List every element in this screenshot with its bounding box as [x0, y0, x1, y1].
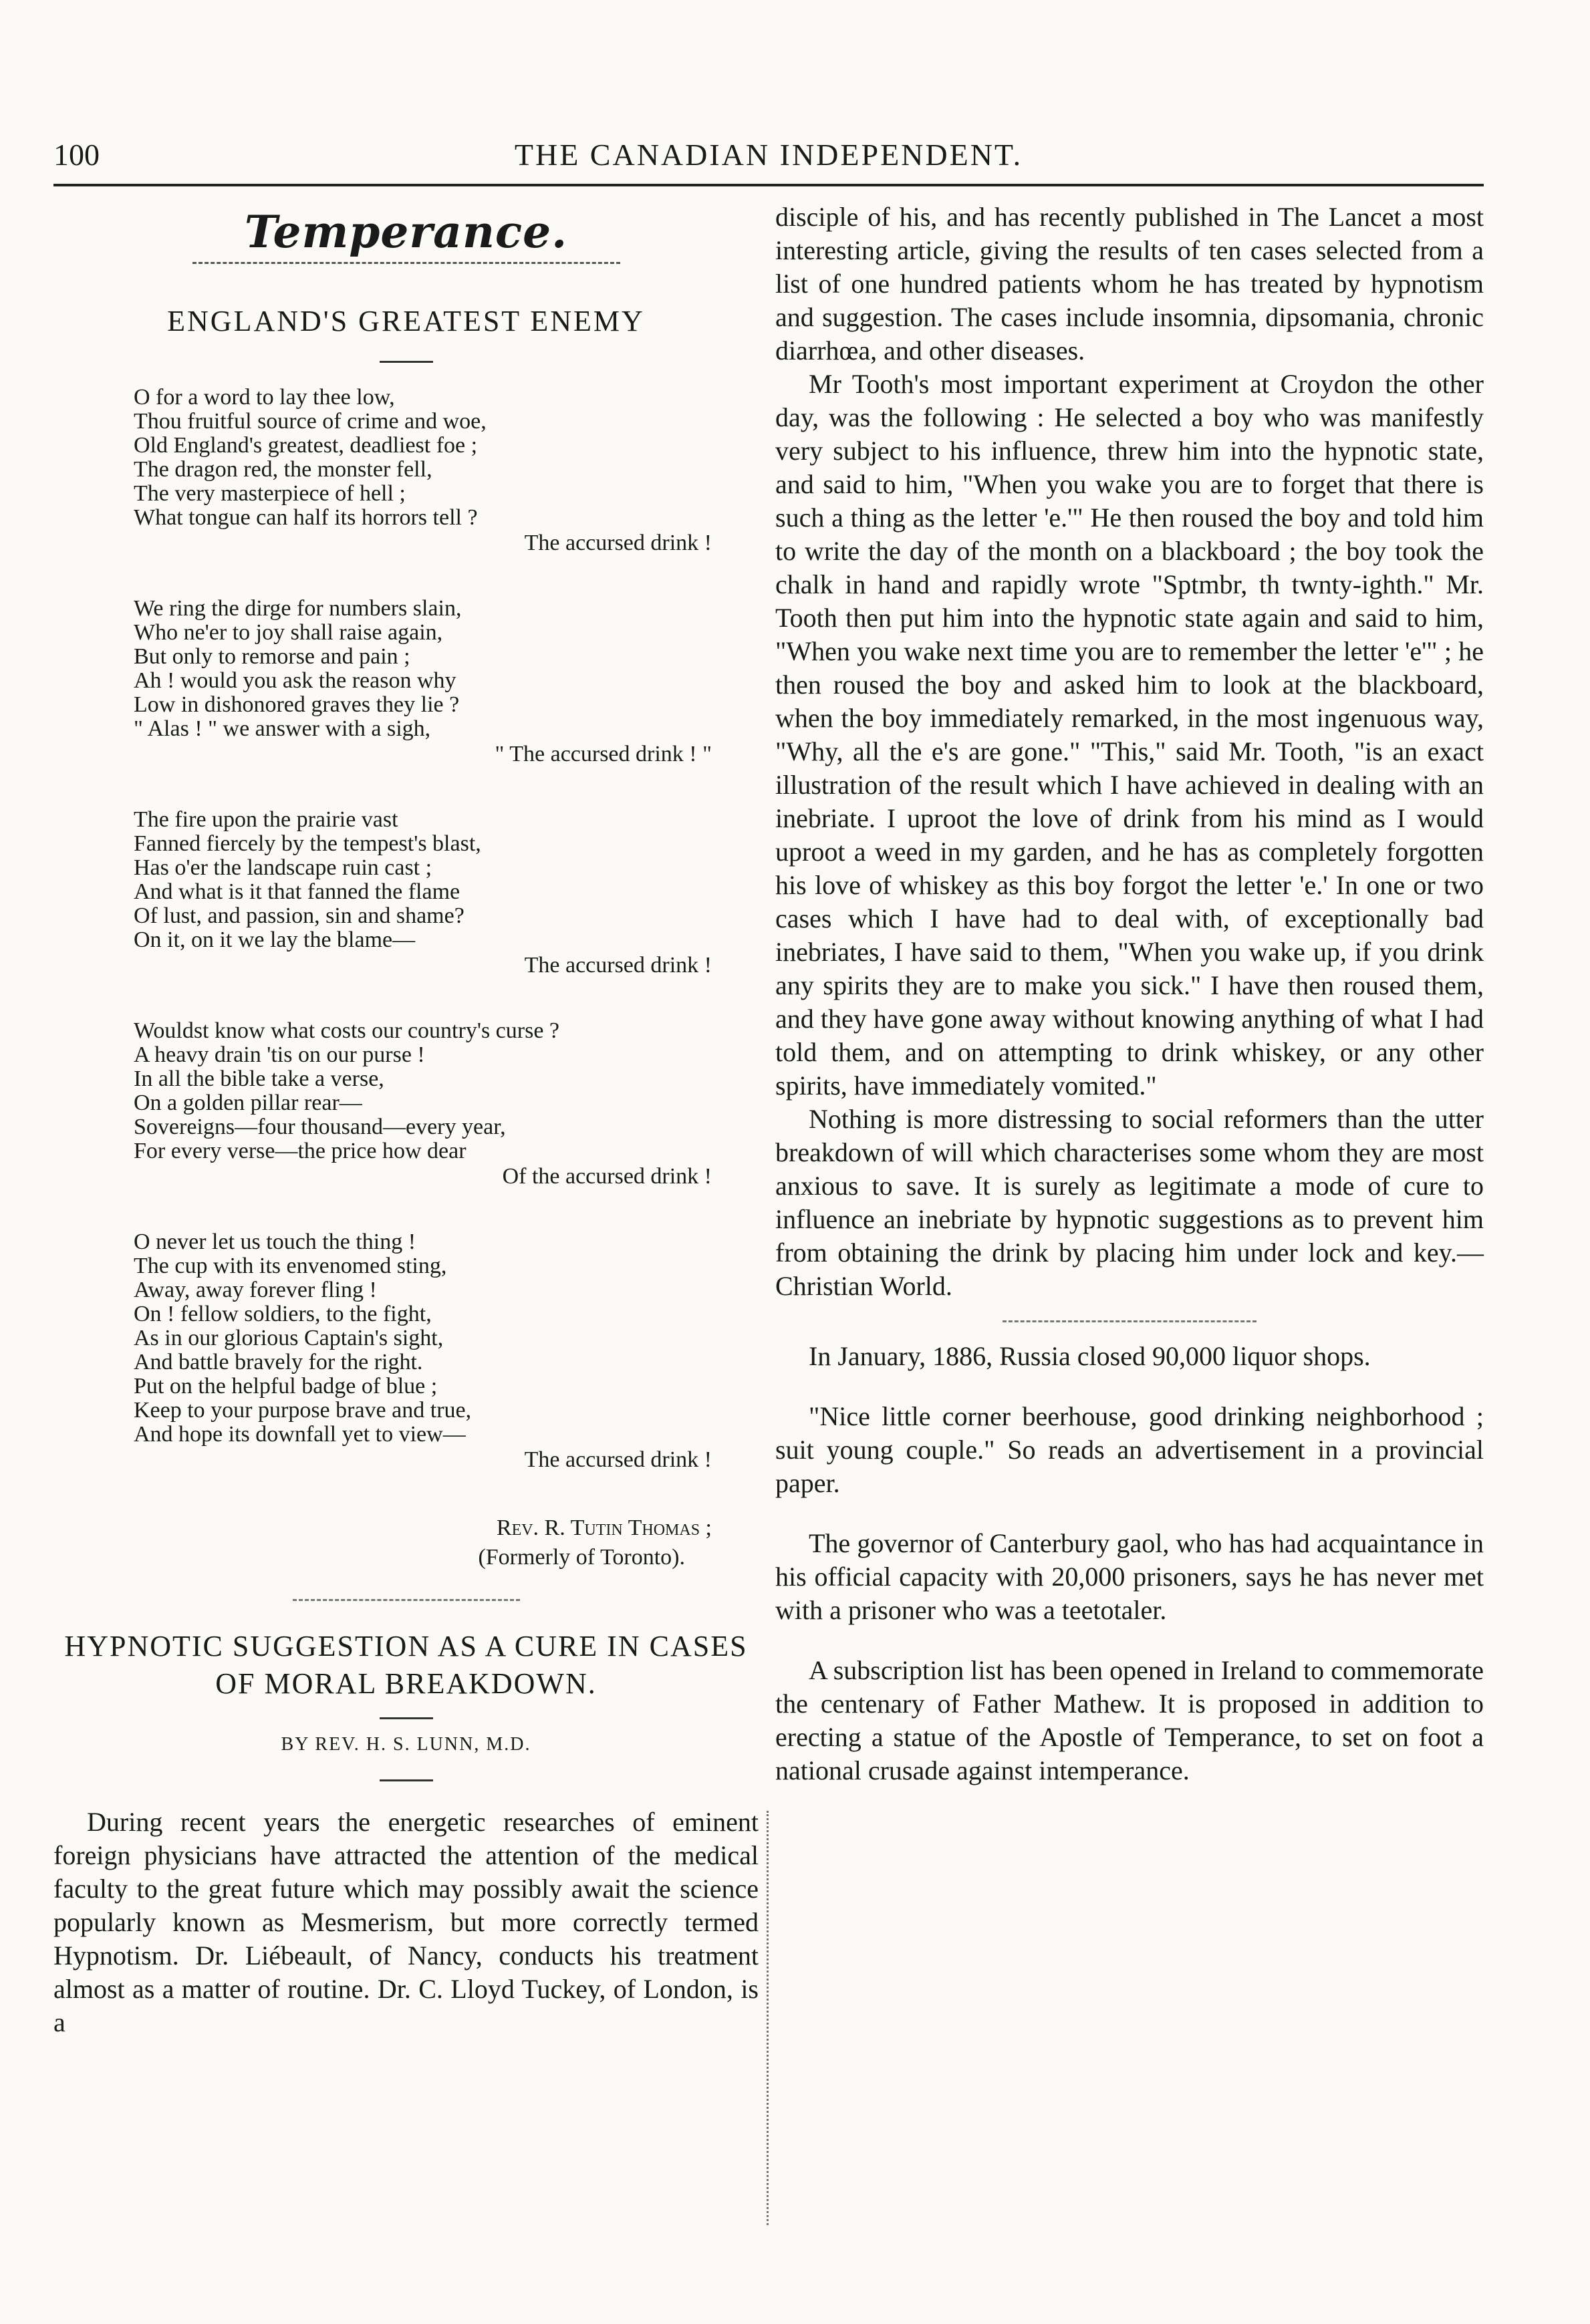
poem-line: In all the bible take a verse, — [134, 1066, 384, 1091]
poem-line: And battle bravely for the right. — [134, 1350, 423, 1374]
running-title: THE CANADIAN INDEPENDENT. — [514, 138, 1023, 172]
poem-refrain: " The accursed drink ! " — [495, 742, 712, 766]
article-paragraph: During recent years the energetic researches of eminent foreign physicians have attracted the attention of the medical faculty to the great future which may possibly await the science popularly known as Mesmerism, but more correctly termed Hypnotism. Dr. Liébeault, of Nancy, conducts his treatment almost as a matter of routine. Dr. C. Lloyd Tuckey, of London, is a — [53, 1807, 759, 2037]
poem-line: A heavy drain 'tis on our purse ! — [134, 1042, 425, 1067]
news-item: In January, 1886, Russia closed 90,000 liquor shops. — [809, 1341, 1371, 1371]
column-divider — [767, 1811, 769, 2225]
article-paragraph: Nothing is more distressing to social reformers than the utter breakdown of will which characterises some whom they are most anxious to save. It is surely as legitimate a mode of cure to influence an inebriate by hypnotic suggestions as to prevent him from obtaining the drink by placing him under lock and key.—Christian World. — [775, 1104, 1484, 1301]
poem-line: On ! fellow soldiers, to the fight, — [134, 1302, 432, 1326]
poem-line: Thou fruitful source of crime and woe, — [134, 409, 487, 434]
poem-stanza — [53, 1019, 759, 1190]
poem-line: Fanned fiercely by the tempest's blast, — [134, 831, 481, 856]
byline-rule — [380, 1779, 433, 1781]
poem-line: On a golden pillar rear— — [134, 1091, 362, 1115]
poem-line: O never let us touch the thing ! — [134, 1229, 416, 1254]
poem-line: On it, on it we lay the blame— — [134, 927, 416, 952]
poem-line: Low in dishonored graves they lie ? — [134, 692, 460, 717]
left-column — [53, 200, 759, 2039]
poem-line: As in our glorious Captain's sight, — [134, 1326, 444, 1350]
poem-line: Put on the helpful badge of blue ; — [134, 1374, 438, 1399]
poem-refrain: The accursed drink ! — [524, 953, 712, 978]
poem-line: Who ne'er to joy shall raise again, — [134, 620, 443, 645]
poem-title: ENGLAND'S GREATEST ENEMY — [167, 305, 645, 337]
section-break — [1003, 1320, 1256, 1322]
article-byline: BY REV. H. S. LUNN, M.D. — [281, 1734, 531, 1755]
news-item: "Nice little corner beerhouse, good drinking neighborhood ; suit young couple." So reads an advertisement in a provincial paper. — [775, 1401, 1484, 1498]
article-title: HYPNOTIC SUGGESTION AS A CURE IN CASES OF MORAL BREAKDOWN. — [64, 1630, 748, 1700]
section-title: Temperance. — [244, 206, 568, 258]
poem-line: And what is it that fanned the flame — [134, 879, 460, 904]
poem-line: Has o'er the landscape ruin cast ; — [134, 855, 432, 880]
page-header — [53, 137, 1484, 186]
article-paragraph: Mr Tooth's most important experiment at Croydon the other day, was the following : He selected a boy who was manifestly very subject to his influence, threw him into the hypnotic state, and said to him, "When you wake you are to forget that there is such a thing as the letter 'e.'" He then roused the boy and told him to write the day of the month on a blackboard ; the boy took the chalk in hand and rapidly wrote "Sptmbr, th twnty-ighth." Mr. Tooth then put him into the hypnotic state again and said to him, "When you wake next time you are to remember the letter 'e'" ; he then roused the boy and asked him to look at the blackboard, when the boy immediately remarked, in the most ingenuous way, "Why, all the e's are gone." "This," said Mr. Tooth, "is an exact illustration of the result which I have achieved in dealing with an inebriate. I uproot the love of drink from his mind as I would uproot a weed in my garden, and he has as completely forgotten his love of whiskey as this boy forgot the letter 'e.' In one or two cases which I have had to deal with, of exceptionally bad inebriates, I have said to them, "When you wake up, if you drink any spirits they are to make you sick." I have then roused them, and they have gone away without knowing anything of what I had told them, and on attempting to drink whiskey, or any other spirits, have immediately vomited." — [775, 369, 1484, 1101]
poem-line: " Alas ! " we answer with a sigh, — [134, 716, 431, 741]
poem-line: What tongue can half its horrors tell ? — [134, 505, 478, 530]
article-paragraph-continued: disciple of his, and has recently published in The Lancet a most interesting article, giving the results of ten cases selected from a list of one hundred patients whom he has treated by hypnotism and suggestion. The cases include insomnia, dipsomania, chronic diarrhœa, and other diseases. — [775, 202, 1484, 366]
poem-line: Of lust, and passion, sin and shame? — [134, 903, 465, 928]
title-rule — [380, 361, 433, 363]
poem-line: And hope its downfall yet to view— — [134, 1422, 466, 1447]
page-number: 100 — [53, 138, 100, 172]
poem-refrain: The accursed drink ! — [524, 1447, 712, 1472]
poem-line: Wouldst know what costs our country's curse ? — [134, 1018, 560, 1043]
poem-stanza — [53, 1230, 759, 1473]
poem-line: The very masterpiece of hell ; — [134, 481, 406, 506]
right-column — [775, 200, 1484, 1787]
poem-refrain: The accursed drink ! — [524, 531, 712, 555]
section-break — [293, 1599, 520, 1601]
poem-line: Sovereigns—four thousand—every year, — [134, 1115, 506, 1139]
poem-line: We ring the dirge for numbers slain, — [134, 596, 462, 621]
poem — [53, 386, 759, 1473]
poem-line: The dragon red, the monster fell, — [134, 457, 432, 482]
poem-line: For every verse—the price how dear — [134, 1139, 467, 1163]
news-item: The governor of Canterbury gaol, who has had acquaintance in his official capacity with 20,000 prisoners, says he has never met with a prisoner who was a teetotaler. — [775, 1528, 1484, 1625]
poem-line: O for a word to lay thee low, — [134, 385, 395, 410]
poem-line: Keep to your purpose brave and true, — [134, 1398, 472, 1423]
poem-stanza — [53, 386, 759, 557]
article-title-rule — [380, 1717, 433, 1719]
poem-line: Ah ! would you ask the reason why — [134, 668, 456, 693]
poem-attribution: Rev. R. Tutin Thomas ; — [496, 1515, 712, 1540]
poem-line: Away, away forever fling ! — [134, 1278, 377, 1302]
section-rule — [192, 262, 620, 264]
poem-line: The cup with its envenomed sting, — [134, 1254, 447, 1278]
poem-stanza — [53, 808, 759, 979]
poem-line: The fire upon the prairie vast — [134, 807, 398, 832]
poem-stanza — [53, 597, 759, 768]
poem-line: Old England's greatest, deadliest foe ; — [134, 433, 478, 458]
poem-refrain: Of the accursed drink ! — [502, 1164, 712, 1189]
poem-attribution-note: (Formerly of Toronto). — [478, 1545, 685, 1570]
news-item: A subscription list has been opened in Ireland to commemorate the centenary of Father Mathew. It is proposed in addition to erecting a statue of the Apostle of Temperance, to set on foot a national crusade against intemperance. — [775, 1655, 1484, 1785]
poem-line: But only to remorse and pain ; — [134, 644, 410, 669]
